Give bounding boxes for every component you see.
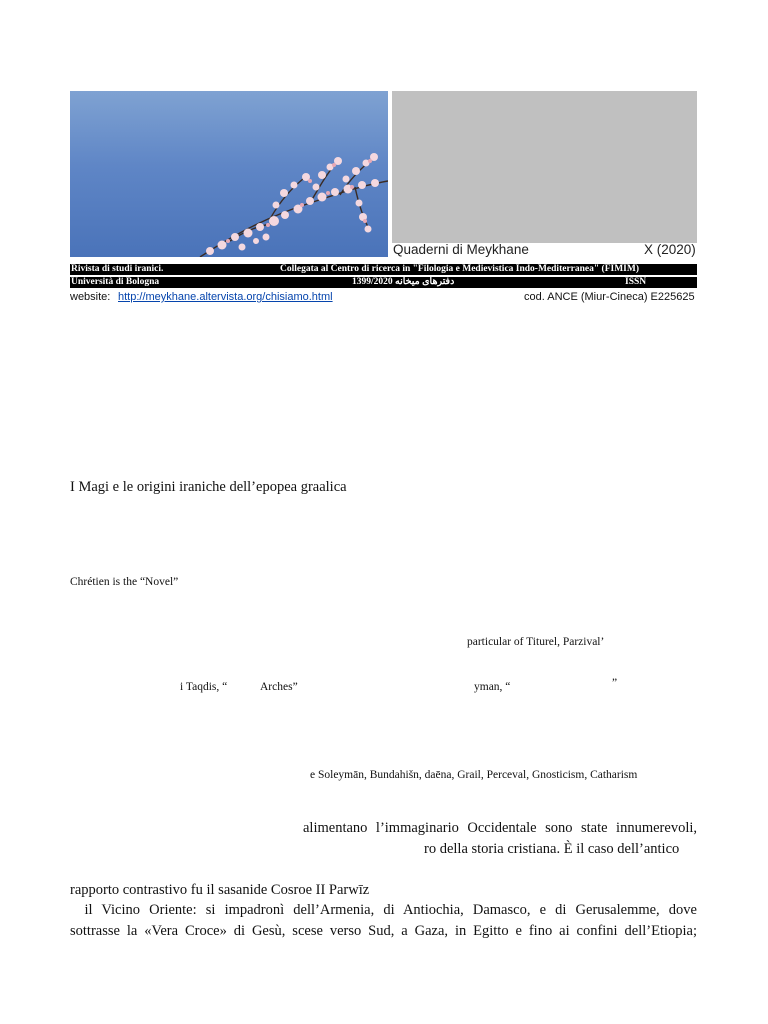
bar-year: 1399/2020 دفترهای میخانه	[352, 277, 455, 287]
website-link[interactable]: http://meykhane.altervista.org/chisiamo.html	[118, 291, 333, 303]
body-line-3: rapporto contrastivo fu il sasanide Cosroe II Parwīz	[70, 882, 370, 898]
abstract-fragment-arches: Arches”	[260, 681, 298, 693]
body-line-1: alimentano l’immaginario Occidentale sono state innumerevoli,	[303, 820, 697, 836]
bar-affiliation: Collegata al Centro di ricerca in "Filologia e Medievistica Indo-Mediterranea" (FIMIM)	[280, 264, 639, 274]
header-bar-university	[70, 277, 697, 288]
website-label: website:	[70, 291, 111, 303]
body-line-4	[70, 902, 697, 919]
cherry-blossom-image	[70, 91, 388, 257]
abstract-fragment-parzival: particular of Titurel, Parzival’	[467, 636, 605, 648]
cod-ance: cod. ANCE (Miur-Cineca) E225625	[524, 291, 695, 303]
bar-subtitle: Rivista di studi iranici.	[71, 264, 164, 274]
article-title: I Magi e le origini iraniche dell’epopea graalica	[70, 479, 347, 495]
abstract-fragment-chretien: Chrétien is the “Novel”	[70, 576, 179, 588]
abstract-fragment-yman: yman, “	[474, 681, 511, 693]
header-grey-panel	[392, 91, 697, 243]
journal-issue: X (2020)	[644, 242, 696, 257]
body-line-4-text: il Vicino Oriente: si impadronì dell’Armenia, di Antiochia, Damasco, e di Gerusalemme, dove	[84, 902, 697, 918]
header-bar-affiliation	[70, 264, 697, 275]
blossom-branches	[70, 91, 388, 257]
keywords: e Soleymān, Bundahišn, daēna, Grail, Perceval, Gnosticism, Catharism	[310, 769, 638, 781]
abstract-quote-close: ”	[612, 677, 618, 689]
journal-title: Quaderni di Meykhane	[393, 242, 529, 257]
body-line-5: sottrasse la «Vera Croce» di Gesù, scese verso Sud, a Gaza, in Egitto e fino ai confini dell’Etiopia;	[70, 923, 697, 939]
abstract-fragment-taqdis: i Taqdis, “	[180, 681, 228, 693]
body-line-2: ro della storia cristiana. È il caso dell’antico	[424, 841, 680, 857]
bar-university: Università di Bologna	[71, 277, 160, 287]
bar-issn: ISSN	[625, 277, 647, 287]
